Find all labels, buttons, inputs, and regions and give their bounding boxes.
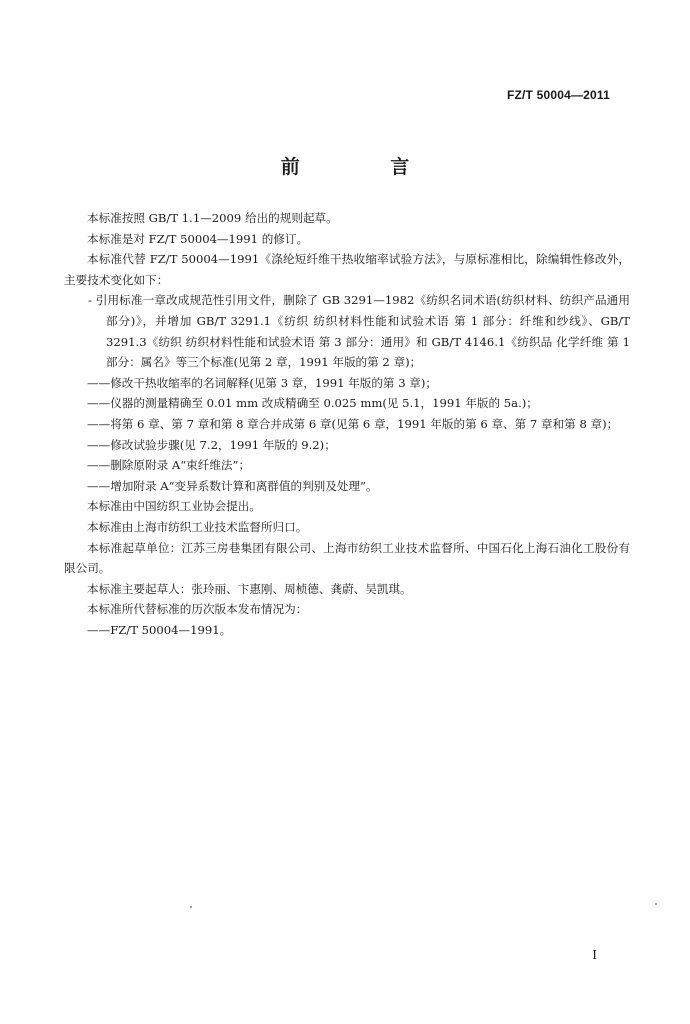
paragraph-history-item: ——FZ/T 50004—1991。 [87,622,232,637]
list-item: ——删除原附录 A“束纤维法”； [87,458,251,473]
scan-speck [655,903,657,905]
list-item: ——仪器的测量精确至 0.01 mm 改成精确至 0.025 mm(见 5.1，1991 年版的 5a.)； [87,396,538,411]
paragraph-drafters: 本标准主要起草人：张玲丽、卞惠刚、周桢德、龚蔚、吴凯琪。 [87,581,412,596]
list-item: ——将第 6 章、第 7 章和第 8 章合并成第 6 章(见第 6 章，1991 年版的第 6 章、第 7 章和第 8 章)； [87,416,619,431]
standard-code: FZ/T 50004—2011 [506,88,610,102]
list-item: - 引用标准一章改成规范性引用文件，删除了 GB 3291—1982《纺织名词术语(纺织材料、纺织产品通用部分)》，并增加 GB/T 3291.1《纺织 纺织材料性能和试验术语 第 1 部分：纤维和纱线》、GB/T 3291.3《纺织 纺织材料性能和试验术语 第 3 部分：通用》和 GB/T 4146.1《纺织品 化学纤维 第 1 部分：属名》等三个标准(见第 2 章，1991 年版的第 2 章)； [88,293,630,370]
paragraph-drafting-rules: 本标准按照 GB/T 1.1—2009 给出的规则起草。 [87,211,338,225]
paragraph-replacement: 本标准代替 FZ/T 50004—1991《涤纶短纤维干热收缩率试验方法》，与原标准相比，除编辑性修改外，主要技术变化如下： [64,252,630,287]
paragraph-history: 本标准所代替标准的历次版本发布情况为： [87,602,308,617]
list-item: ——增加附录 A“变异系数计算和离群值的判别及处理”。 [87,478,378,493]
paragraph-proposer: 本标准由中国纺织工业协会提出。 [87,499,261,514]
paragraph-administrator: 本标准由上海市纺织工业技术监督所归口。 [87,519,308,534]
page-number: I [592,948,597,962]
paragraph-revision: 本标准是对 FZ/T 50004—1991 的修订。 [87,231,309,246]
page-title: 前 言 [280,156,452,178]
paragraph-drafting-units: 本标准起草单位：江苏三房巷集团有限公司、上海市纺织工业技术监督所、中国石化上海石油化工股份有限公司。 [64,540,630,576]
scan-speck [190,906,192,908]
list-item: ——修改试验步骤(见 7.2，1991 年版的 9.2)； [87,437,336,452]
list-item: ——修改干热收缩率的名词解释(见第 3 章，1991 年版的第 3 章)； [87,375,437,390]
foreword-body [64,208,630,640]
